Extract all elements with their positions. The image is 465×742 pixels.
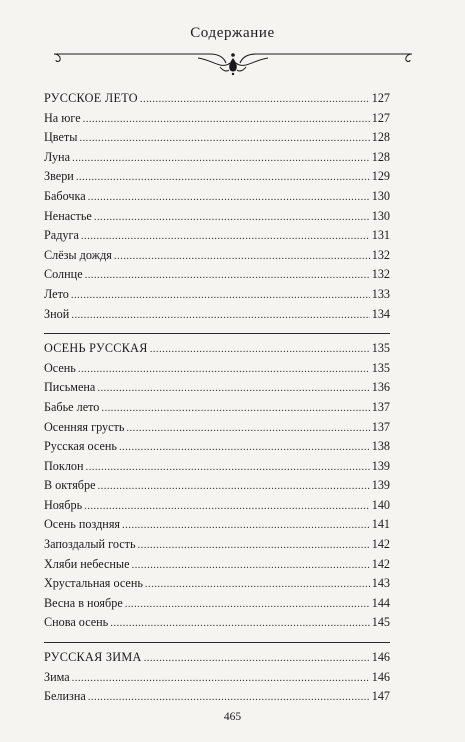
toc-entry[interactable] (44, 668, 390, 688)
toc-page-number: 139 (371, 478, 390, 493)
toc-entry[interactable] (44, 457, 390, 477)
leader-dots (110, 614, 369, 634)
toc-entry[interactable] (44, 148, 390, 168)
toc-entry[interactable] (44, 128, 390, 148)
toc-page-number: 139 (371, 458, 390, 473)
toc-page-number: 128 (371, 130, 390, 145)
toc-page-number: 138 (371, 439, 390, 454)
toc-page-number: 140 (371, 497, 390, 512)
toc-page-number: 133 (371, 286, 390, 301)
leader-dots (81, 227, 370, 247)
toc-section (44, 89, 390, 324)
toc-entry[interactable] (44, 207, 390, 227)
leader-dots (71, 306, 369, 326)
toc-entry[interactable] (44, 226, 390, 246)
toc-heading-title: РУССКАЯ ЗИМА (44, 650, 142, 665)
toc-page-number: 135 (371, 360, 390, 375)
toc-page-number: 145 (371, 615, 390, 630)
toc-entry-title: В октябре (44, 478, 96, 493)
toc-page-number: 147 (371, 689, 390, 704)
toc-entry[interactable] (44, 109, 390, 129)
toc-heading-title: РУССКОЕ ЛЕТО (44, 91, 138, 105)
toc-entry-title: Солнце (44, 267, 83, 282)
toc-page-number: 146 (371, 669, 390, 684)
toc-entry-title: Весна в ноябре (44, 595, 123, 610)
toc-section-heading[interactable] (44, 339, 390, 359)
leader-dots (86, 458, 370, 478)
toc-entry-title: Письмена (44, 380, 96, 395)
leader-dots (78, 360, 370, 380)
toc-entry[interactable] (44, 398, 390, 418)
toc-entry-title: Бабочка (44, 188, 86, 203)
toc-entry-title: На юге (44, 110, 81, 125)
leader-dots (72, 669, 370, 689)
leader-dots (138, 536, 370, 556)
toc-entry[interactable] (44, 496, 390, 516)
toc-entry[interactable] (44, 246, 390, 266)
toc-entry-title: Осень поздняя (44, 517, 121, 532)
toc-page-number: 134 (371, 306, 390, 321)
toc-page-number: 131 (371, 228, 390, 243)
table-of-contents (44, 89, 390, 707)
leader-dots (98, 477, 370, 497)
toc-entry-title: Лето (44, 286, 69, 301)
toc-entry-title: Хрустальная осень (44, 576, 143, 591)
toc-entry[interactable] (44, 167, 390, 187)
toc-entry-title: Запоздалый гость (44, 537, 136, 552)
toc-entry[interactable] (44, 687, 390, 707)
toc-page-number: 127 (371, 91, 390, 105)
leader-dots (71, 286, 370, 306)
leader-dots (101, 399, 369, 419)
toc-entry[interactable] (44, 187, 390, 207)
toc-entry-title: Осень (44, 360, 76, 375)
toc-page-number: 128 (371, 149, 390, 164)
leader-dots (126, 419, 369, 439)
toc-page-number: 144 (371, 595, 390, 610)
ornament-divider-icon (48, 44, 418, 78)
page-number: 465 (223, 711, 242, 723)
toc-entry-title: Зной (44, 306, 70, 321)
toc-entry[interactable] (44, 476, 390, 496)
toc-entry[interactable] (44, 535, 390, 555)
toc-page-number: 135 (371, 341, 390, 356)
toc-entry[interactable] (44, 515, 390, 535)
leader-dots (125, 595, 370, 615)
leader-dots (85, 266, 370, 286)
leader-dots (83, 110, 370, 130)
leader-dots (76, 168, 370, 188)
toc-page-number: 146 (371, 650, 390, 665)
toc-entry[interactable] (44, 285, 390, 305)
toc-entry-title: Слёзы дождя (44, 247, 112, 262)
toc-page-number: 130 (371, 208, 390, 223)
toc-page-number: 132 (371, 247, 390, 262)
toc-entry[interactable] (44, 305, 390, 325)
toc-entry-title: Цветы (44, 130, 78, 145)
leader-dots (97, 379, 369, 399)
leader-dots (72, 149, 370, 169)
leader-dots (79, 129, 369, 149)
leader-dots (88, 188, 370, 208)
toc-section (44, 333, 390, 633)
toc-entry[interactable] (44, 555, 390, 575)
leader-dots (145, 575, 370, 595)
toc-page-number: 132 (371, 267, 390, 282)
leader-dots (131, 556, 369, 576)
toc-entry-title: Снова осень (44, 615, 109, 630)
toc-section-heading[interactable] (44, 89, 390, 109)
toc-entry[interactable] (44, 265, 390, 285)
toc-entry-title: Белизна (44, 689, 86, 704)
toc-entry-title: Луна (44, 149, 70, 164)
toc-entry-title: Бабье лето (44, 399, 100, 414)
toc-entry-title: Звери (44, 169, 74, 184)
toc-section (44, 642, 390, 707)
toc-page-number: 137 (371, 399, 390, 414)
toc-entry[interactable] (44, 378, 390, 398)
toc-entry[interactable] (44, 613, 390, 633)
toc-page-number: 137 (371, 419, 390, 434)
toc-entry-title: Ненастье (44, 208, 92, 223)
toc-entry-title: Радуга (44, 228, 79, 243)
toc-entry[interactable] (44, 437, 390, 457)
toc-entry-title: Ноябрь (44, 497, 83, 512)
leader-dots (122, 516, 370, 536)
leader-dots (144, 649, 370, 669)
toc-entry[interactable] (44, 594, 390, 614)
leader-dots (150, 340, 370, 360)
leader-dots (119, 438, 370, 458)
toc-page-number: 142 (371, 537, 390, 552)
toc-entry-title: Поклон (44, 458, 84, 473)
toc-entry-title: Осенняя грусть (44, 419, 125, 434)
toc-page-number: 129 (371, 169, 390, 184)
toc-entry[interactable] (44, 359, 390, 379)
running-header-title: Содержание (190, 25, 275, 41)
leader-dots (88, 688, 370, 708)
toc-entry-title: Зима (44, 669, 70, 684)
toc-heading-title: ОСЕНЬ РУССКАЯ (44, 341, 148, 356)
leader-dots (114, 247, 370, 267)
toc-page-number: 143 (371, 576, 390, 591)
toc-page-number: 142 (371, 556, 390, 571)
toc-page-number: 136 (371, 380, 390, 395)
toc-page-number: 130 (371, 188, 390, 203)
toc-entry[interactable] (44, 418, 390, 438)
toc-section-heading[interactable] (44, 648, 390, 668)
leader-dots (94, 208, 370, 228)
leader-dots (140, 90, 370, 110)
toc-page-number: 141 (371, 517, 390, 532)
toc-entry[interactable] (44, 574, 390, 594)
toc-entry-title: Хляби небесные (44, 556, 130, 571)
leader-dots (84, 497, 370, 517)
toc-entry-title: Русская осень (44, 439, 117, 454)
toc-page-number: 127 (371, 110, 390, 125)
